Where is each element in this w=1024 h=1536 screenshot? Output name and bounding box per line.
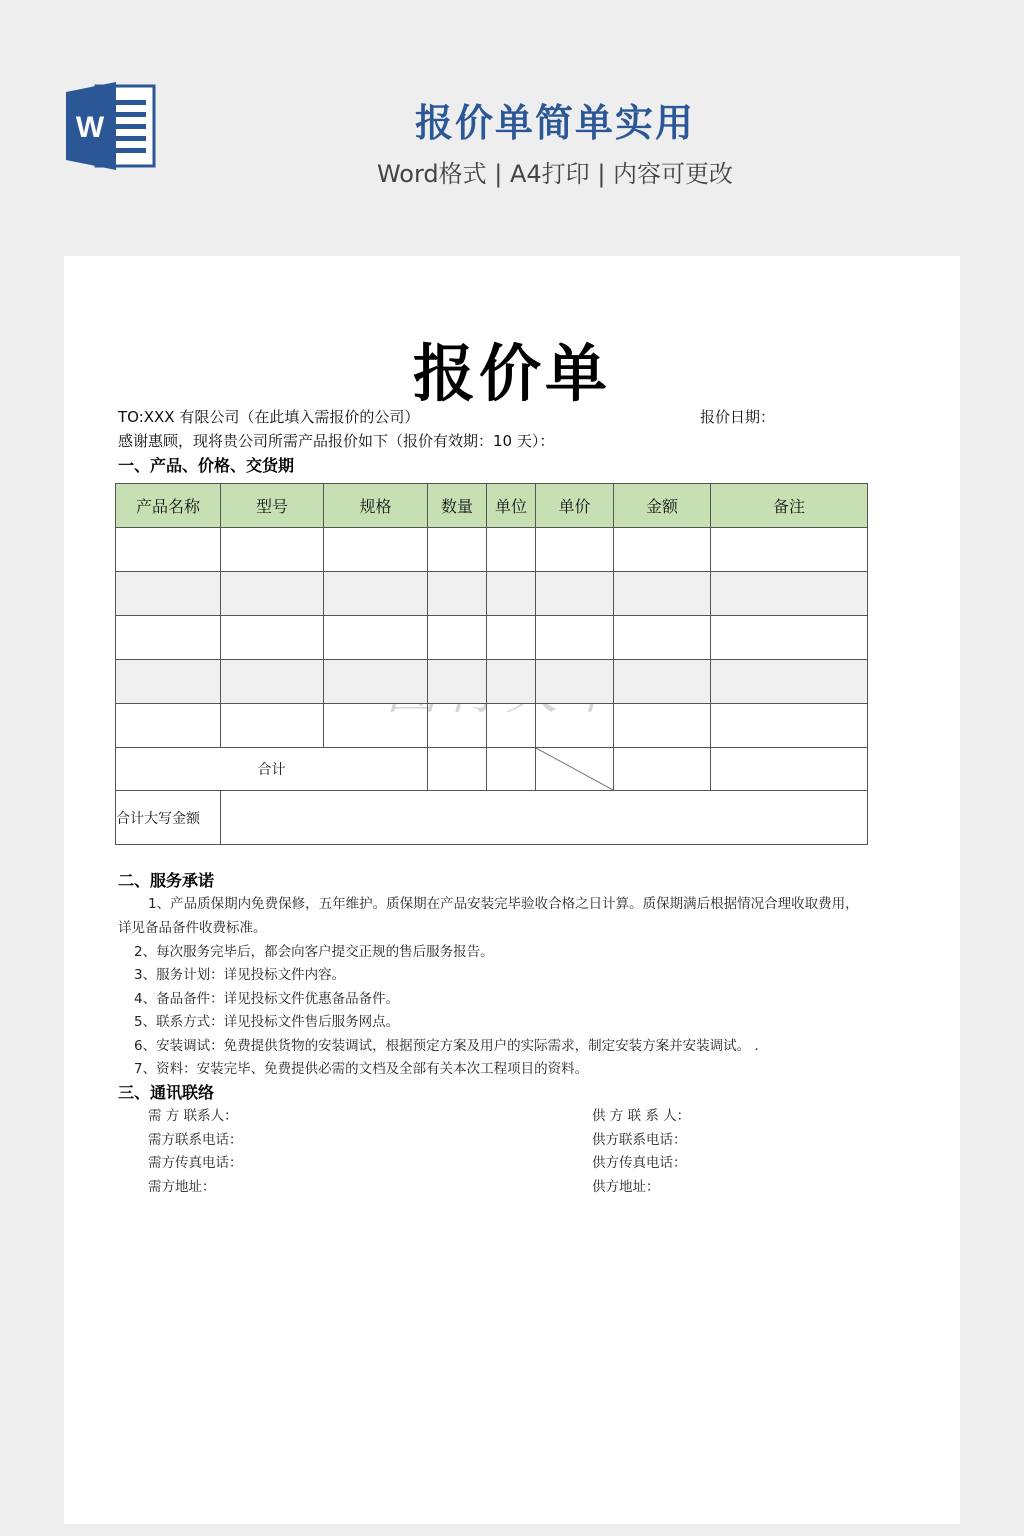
upper-amount-value[interactable] <box>221 791 868 845</box>
table-cell[interactable] <box>221 616 324 660</box>
table-cell[interactable] <box>614 572 711 616</box>
supplier-contact-label: 供 方 联 系 人： <box>592 1108 691 1124</box>
table-cell[interactable] <box>711 572 868 616</box>
upper-amount-label: 合计大写金额 <box>116 791 221 845</box>
table-cell[interactable] <box>711 528 868 572</box>
header-unit: 单位 <box>487 484 536 528</box>
table-cell[interactable] <box>116 572 221 616</box>
table-cell[interactable] <box>487 572 536 616</box>
supplier-address-label: 供方地址： <box>592 1179 660 1195</box>
buyer-contact-label: 需 方 联系人： <box>148 1108 238 1124</box>
total-amount-cell[interactable] <box>614 748 711 791</box>
table-cell[interactable] <box>711 704 868 748</box>
header-unit-price: 单价 <box>536 484 614 528</box>
section-products-heading: 一、产品、价格、交货期 <box>118 456 295 475</box>
service-item-1: 1、产品质保期内免费保修，五年维护。质保期在产品安装完毕验收合格之日计算。质保期满后根据情况合理收取费用， <box>148 896 859 912</box>
table-row <box>116 704 868 748</box>
total-remark-cell[interactable] <box>711 748 868 791</box>
table-cell[interactable] <box>116 704 221 748</box>
table-cell[interactable] <box>536 616 614 660</box>
document-title: 报价单 <box>412 337 611 410</box>
table-cell[interactable] <box>428 528 487 572</box>
table-row <box>116 616 868 660</box>
table-cell[interactable] <box>221 704 324 748</box>
section-contact-heading: 三、通讯联络 <box>118 1083 215 1102</box>
table-cell[interactable] <box>221 528 324 572</box>
table-cell[interactable] <box>428 572 487 616</box>
table-cell[interactable] <box>614 704 711 748</box>
buyer-phone-label: 需方联系电话： <box>148 1132 243 1148</box>
buyer-fax-label: 需方传真电话： <box>148 1155 243 1171</box>
header-remark: 备注 <box>711 484 868 528</box>
banner-subtitle: Word格式 | A4打印 | 内容可更改 <box>376 160 734 188</box>
service-item-4: 4、备品备件：详见投标文件优惠备品备件。 <box>134 991 400 1007</box>
table-cell[interactable] <box>324 572 428 616</box>
table-row <box>116 572 868 616</box>
table-cell[interactable] <box>324 616 428 660</box>
upper-amount-row <box>116 791 868 845</box>
total-quantity-cell[interactable] <box>428 748 487 791</box>
total-label: 合计 <box>116 748 428 791</box>
table-cell[interactable] <box>614 528 711 572</box>
total-unit-price-cell <box>536 748 614 791</box>
banner-title: 报价单简单实用 <box>414 101 695 145</box>
service-item-5: 5、联系方式：详见投标文件售后服务网点。 <box>134 1014 400 1030</box>
logo-letter: W <box>75 111 105 144</box>
total-row <box>116 748 868 791</box>
table-cell[interactable] <box>487 704 536 748</box>
table-row <box>116 660 868 704</box>
header-amount: 金额 <box>614 484 711 528</box>
service-item-1-cont: 详见备品备件收费标准。 <box>118 920 267 936</box>
service-item-7: 7、资料：安装完毕、免费提供必需的文档及全部有关本次工程项目的资料。 <box>134 1061 589 1077</box>
table-cell[interactable] <box>324 660 428 704</box>
table-cell[interactable] <box>324 704 428 748</box>
document-page <box>64 256 960 1524</box>
quote-table <box>115 483 868 845</box>
table-cell[interactable] <box>536 572 614 616</box>
total-unit-cell[interactable] <box>487 748 536 791</box>
word-logo-icon <box>66 82 156 170</box>
table-header-row <box>116 484 868 528</box>
intro-line: 感谢惠顾，现将贵公司所需产品报价如下（报价有效期：10 天）： <box>118 432 555 450</box>
table-cell[interactable] <box>536 528 614 572</box>
to-line: TO:XXX 有限公司（在此填入需报价的公司） <box>118 408 420 426</box>
table-cell[interactable] <box>711 616 868 660</box>
header-quantity: 数量 <box>428 484 487 528</box>
table-cell[interactable] <box>614 660 711 704</box>
table-cell[interactable] <box>614 616 711 660</box>
header-spec: 规格 <box>324 484 428 528</box>
service-item-2: 2、每次服务完毕后，都会向客户提交正规的售后服务报告。 <box>134 944 494 960</box>
table-cell[interactable] <box>428 660 487 704</box>
diagonal-line-icon <box>536 748 613 790</box>
table-cell[interactable] <box>116 528 221 572</box>
service-item-3: 3、服务计划：详见投标文件内容。 <box>134 967 346 983</box>
table-cell[interactable] <box>536 704 614 748</box>
supplier-fax-label: 供方传真电话： <box>592 1155 687 1171</box>
service-item-6: 6、安装调试：免费提供货物的安装调试，根据预定方案及用户的实际需求，制定安装方案并安装调试。 . <box>134 1038 759 1054</box>
header-model: 型号 <box>221 484 324 528</box>
table-cell[interactable] <box>487 528 536 572</box>
table-cell[interactable] <box>711 660 868 704</box>
table-row <box>116 528 868 572</box>
table-cell[interactable] <box>116 660 221 704</box>
supplier-phone-label: 供方联系电话： <box>592 1132 687 1148</box>
table-cell[interactable] <box>428 704 487 748</box>
table-cell[interactable] <box>324 528 428 572</box>
date-label: 报价日期： <box>700 408 776 426</box>
table-cell[interactable] <box>487 616 536 660</box>
table-cell[interactable] <box>221 572 324 616</box>
table-cell[interactable] <box>428 616 487 660</box>
buyer-address-label: 需方地址： <box>148 1179 216 1195</box>
header-product-name: 产品名称 <box>116 484 221 528</box>
table-cell[interactable] <box>487 660 536 704</box>
section-service-heading: 二、服务承诺 <box>118 871 215 890</box>
table-cell[interactable] <box>221 660 324 704</box>
table-cell[interactable] <box>116 616 221 660</box>
table-cell[interactable] <box>536 660 614 704</box>
